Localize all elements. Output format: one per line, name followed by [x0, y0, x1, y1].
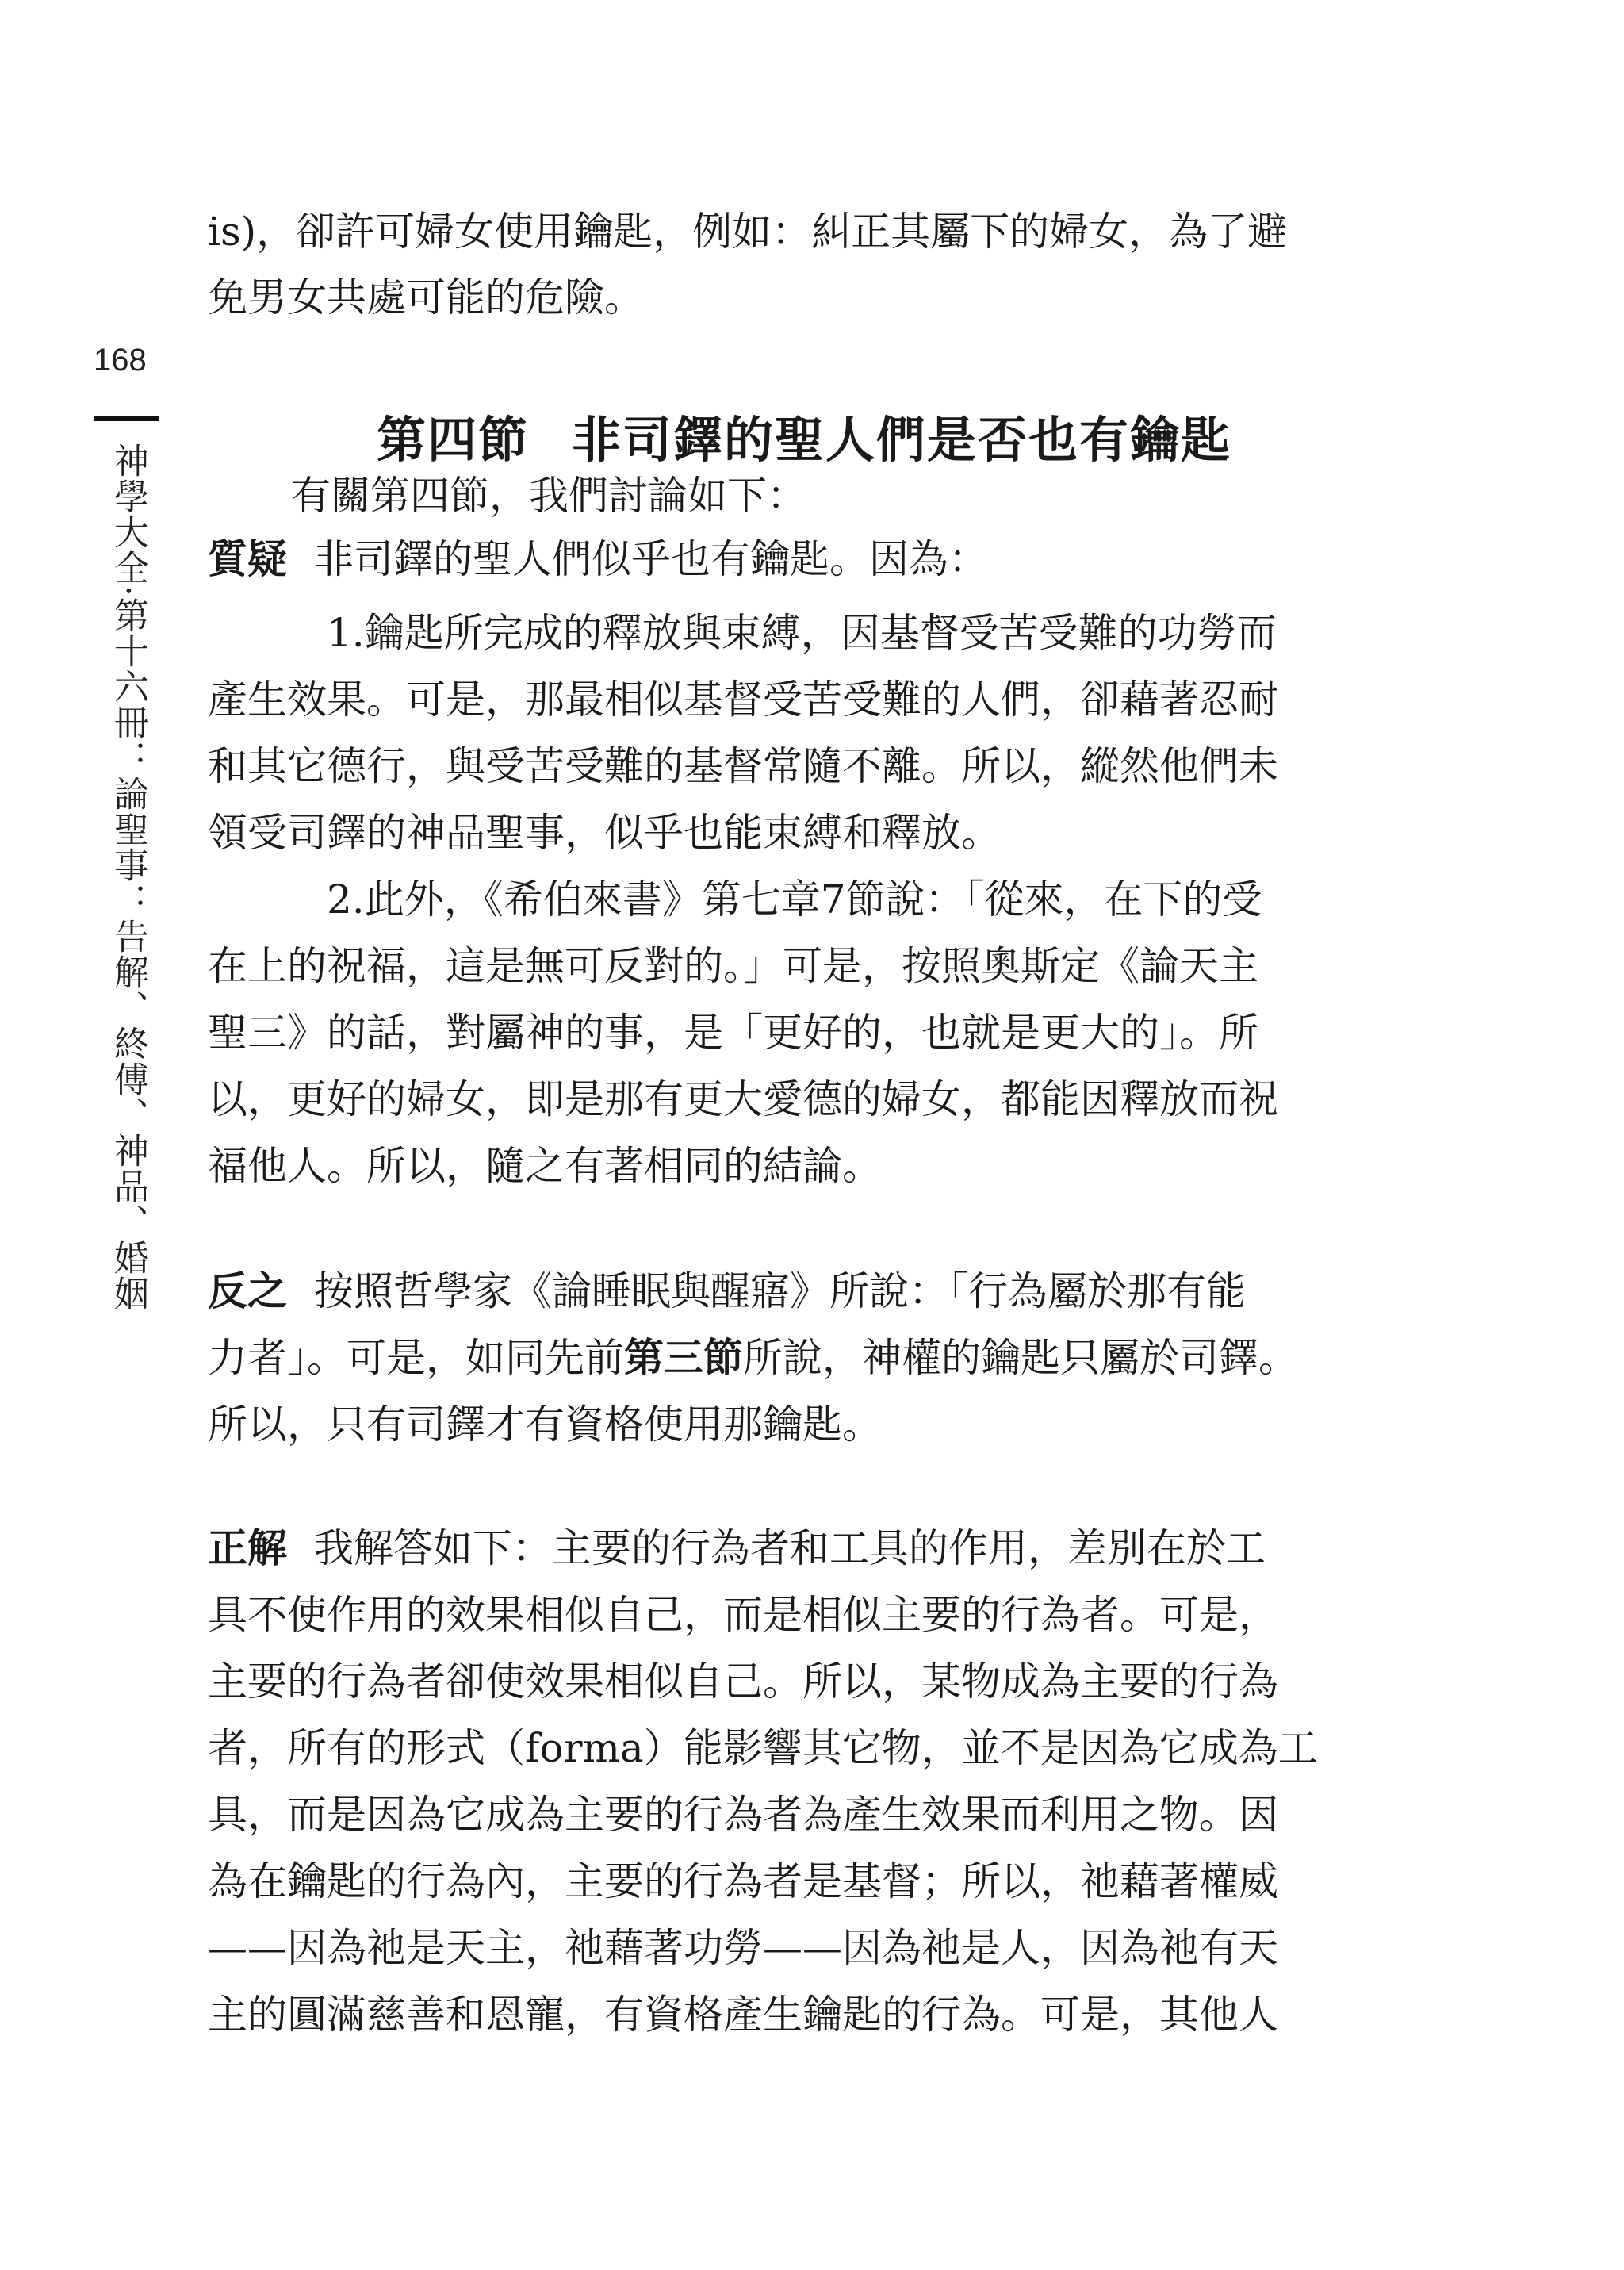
objection-first-line — [208, 536, 988, 582]
lead-in: 有關第四節，我們討論如下： — [291, 473, 806, 519]
objection-intro: 非司鐸的聖人們似乎也有鑰匙。因為： — [314, 536, 988, 582]
objection-line: 產生效果。可是，那最相似基督受苦受難的人們，卻藉著忍耐 — [208, 677, 1278, 723]
response-line: 為在鑰匙的行為內，主要的行為者是基督；所以，祂藉著權威 — [208, 1858, 1278, 1904]
response-text: 我解答如下：主要的行為者和工具的作用，差別在於工 — [314, 1525, 1266, 1571]
section-number: 第四節 — [377, 411, 530, 469]
intro-line: is)，卻許可婦女使用鑰匙，例如：糾正其屬下的婦女，為了避 — [208, 209, 1288, 255]
response-line: 者，所有的形式（forma）能影響其它物，並不是因為它成為工 — [208, 1725, 1318, 1771]
objection-line: 以，更好的婦女，即是那有更大愛德的婦女，都能因釋放而祝 — [208, 1076, 1278, 1122]
running-title: 神學大全·第十六冊：論聖事：告解、終傅、神品、婚姻 — [108, 443, 148, 1311]
sed-contra-text: 所說，神權的鑰匙只屬於司鐸。 — [743, 1335, 1298, 1381]
article-reference: 第三節 — [624, 1334, 743, 1381]
objection-line: 聖三》的話，對屬神的事，是「更好的，也就是更大的」。所 — [208, 1010, 1258, 1056]
objection-line: 福他人。所以，隨之有著相同的結論。 — [208, 1143, 882, 1189]
section-heading — [377, 401, 1231, 471]
response-label: 正解 — [208, 1526, 287, 1570]
objection-line: 領受司鐸的神品聖事，似乎也能束縛和釋放。 — [208, 810, 1001, 856]
response-first-line — [208, 1525, 1266, 1571]
response-line: 具，而是因為它成為主要的行為者為產生效果而利用之物。因 — [208, 1792, 1278, 1838]
sed-contra-line: 所以，只有司鐸才有資格使用那鑰匙。 — [208, 1401, 882, 1448]
objection-line: 2.此外，《希伯來書》第七章7節說：「從來，在下的受 — [327, 876, 1262, 922]
sed-contra-text: 力者」。可是，如同先前 — [208, 1335, 624, 1381]
objection-line: 和其它德行，與受苦受難的基督常隨不離。所以，縱然他們未 — [208, 743, 1278, 789]
objection-label: 質疑 — [208, 537, 287, 581]
side-rule — [94, 416, 159, 421]
page-number: 168 — [94, 343, 147, 378]
response-line: ——因為祂是天主，祂藉著功勞——因為祂是人，因為祂有天 — [208, 1925, 1278, 1971]
response-line: 主的圓滿慈善和恩寵，有資格產生鑰匙的行為。可是，其他人 — [208, 1992, 1278, 2038]
response-line: 主要的行為者卻使效果相似自己。所以，某物成為主要的行為 — [208, 1658, 1278, 1704]
objection-line: 1.鑰匙所完成的釋放與束縛，因基督受苦受難的功勞而 — [327, 610, 1277, 656]
response-line: 具不使作用的效果相似自己，而是相似主要的行為者。可是， — [208, 1592, 1278, 1638]
section-title: 非司鐸的聖人們是否也有鑰匙 — [572, 411, 1232, 469]
sed-contra-label: 反之 — [208, 1269, 287, 1313]
sed-contra-first-line — [208, 1268, 1246, 1314]
objection-line: 在上的祝福，這是無可反對的。」可是，按照奧斯定《論天主 — [208, 943, 1258, 989]
intro-line: 免男女共處可能的危險。 — [208, 274, 644, 320]
sed-contra-line — [208, 1334, 1298, 1381]
sed-contra-text: 按照哲學家《論睡眠與醒寤》所說：「行為屬於那有能 — [314, 1268, 1246, 1314]
